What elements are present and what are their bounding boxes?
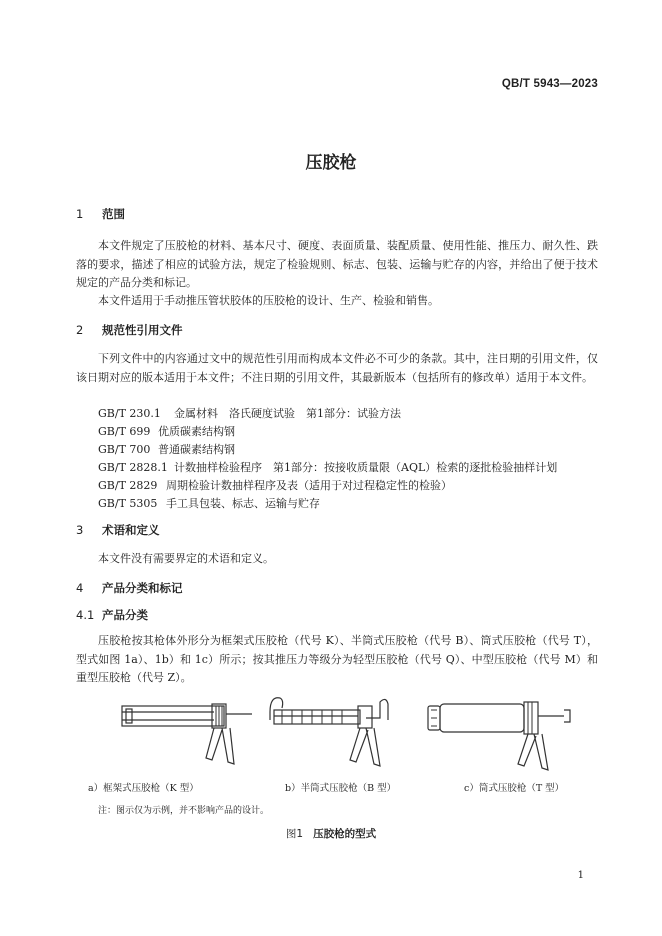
section-title: 术语和定义 bbox=[102, 523, 160, 537]
reference-title: 优质碳素结构钢 bbox=[158, 425, 235, 438]
reference-item bbox=[98, 495, 320, 511]
section-number: 3 bbox=[76, 523, 84, 537]
figure-number: 图1 bbox=[285, 828, 304, 840]
scope-paragraph-1: 本文件规定了压胶枪的材料、基本尺寸、硬度、表面质量、装配质量、使用性能、推压力、耐久性、跌落的要求，描述了相应的试验方法，规定了检验规则、标志、包装、运输与贮存的内容，并给出了便于技术规定的产品分类和标记。 bbox=[76, 239, 598, 289]
reference-title: 周期检验计数抽样程序及表（适用于对过程稳定性的检验） bbox=[166, 479, 452, 492]
reference-item bbox=[98, 441, 235, 457]
reference-title: 金属材料 洛氏硬度试验 第1部分：试验方法 bbox=[174, 407, 401, 420]
reference-item bbox=[98, 459, 557, 475]
figure-caption-c: c）筒式压胶枪（T 型） bbox=[464, 783, 565, 794]
reference-code: GB/T 2829 bbox=[98, 479, 158, 492]
page-title: 压胶枪 bbox=[305, 153, 357, 173]
reference-item bbox=[98, 477, 452, 493]
section-number: 4.1 bbox=[76, 608, 95, 622]
section-4-heading bbox=[76, 580, 183, 596]
reference-code: GB/T 230.1 bbox=[98, 407, 161, 420]
reference-code: GB/T 700 bbox=[98, 443, 151, 456]
figure-note: 注：图示仅为示例，并不影响产品的设计。 bbox=[98, 806, 270, 816]
section-4-1-heading bbox=[76, 607, 148, 623]
section-2-heading bbox=[76, 322, 183, 338]
figure-title bbox=[0, 826, 662, 841]
reference-title: 手工具包装、标志、运输与贮存 bbox=[166, 497, 320, 510]
figure-caption-b: b）半筒式压胶枪（B 型） bbox=[285, 783, 397, 794]
section-number: 2 bbox=[76, 323, 84, 337]
section-title: 范围 bbox=[102, 207, 125, 221]
classification-paragraph: 压胶枪按其枪体外形分为框架式压胶枪（代号 K）、半筒式压胶枪（代号 B）、筒式压胶枪（代号 T），型式如图 1a）、1b）和 1c）所示；按其推压力等级分为轻型压胶枪（代号 Q）、中型压胶枪（代号 M）和重型压胶枪（代号 Z）。 bbox=[76, 634, 598, 684]
reference-item bbox=[98, 405, 401, 421]
reference-code: GB/T 5305 bbox=[98, 497, 158, 510]
page-number: 1 bbox=[577, 870, 584, 881]
reference-code: GB/T 699 bbox=[98, 425, 151, 438]
frame-type-gun-illustration bbox=[118, 700, 258, 776]
reference-code: GB/T 2828.1 bbox=[98, 461, 168, 474]
barrel-gun-illustration bbox=[424, 696, 580, 776]
document-code: QB/T 5943—2023 bbox=[501, 78, 598, 90]
reference-item bbox=[98, 423, 235, 439]
section-number: 4 bbox=[76, 581, 84, 595]
section-number: 1 bbox=[76, 207, 84, 221]
section-1-heading bbox=[76, 206, 125, 222]
reference-title: 普通碳素结构钢 bbox=[158, 443, 235, 456]
references-intro-paragraph: 下列文件中的内容通过文中的规范性引用而构成本文件必不可少的条款。其中，注日期的引用文件，仅该日期对应的版本适用于本文件；不注日期的引用文件，其最新版本（包括所有的修改单）适用于本文件。 bbox=[76, 352, 598, 384]
figure-title-text: 压胶枪的型式 bbox=[313, 828, 377, 840]
reference-title: 计数抽样检验程序 第1部分：按接收质量限（AQL）检索的逐批检验抽样计划 bbox=[174, 461, 558, 474]
half-barrel-gun-illustration bbox=[262, 694, 398, 776]
section-title: 产品分类 bbox=[102, 608, 148, 622]
section-title: 产品分类和标记 bbox=[102, 581, 183, 595]
terms-paragraph: 本文件没有需要界定的术语和定义。 bbox=[98, 552, 274, 565]
section-3-heading bbox=[76, 522, 160, 538]
scope-paragraph-2: 本文件适用于手动推压管状胶体的压胶枪的设计、生产、检验和销售。 bbox=[98, 294, 439, 307]
section-title: 规范性引用文件 bbox=[102, 323, 183, 337]
figure-caption-a: a）框架式压胶枪（K 型） bbox=[88, 783, 199, 794]
